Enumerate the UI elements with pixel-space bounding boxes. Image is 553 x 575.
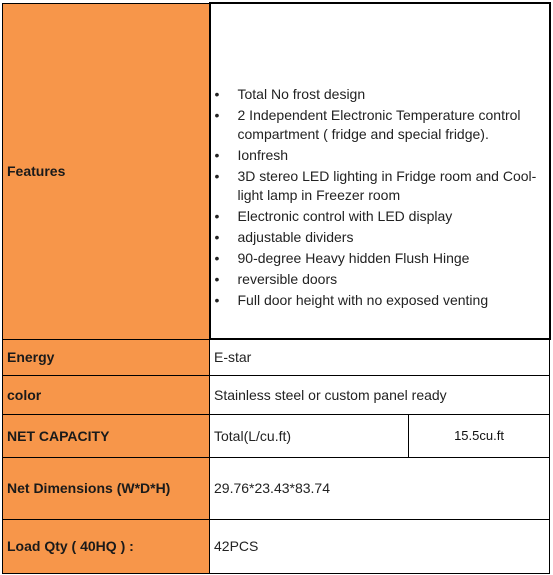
color-value: Stainless steel or custom panel ready [210, 375, 550, 414]
feature-item: • adjustable dividers [214, 228, 354, 245]
table-row-load-qty [3, 519, 550, 573]
energy-value: E-star [210, 339, 550, 375]
table-row-color [3, 375, 550, 414]
net-capacity-label: NET CAPACITY [3, 414, 210, 457]
features-list [211, 31, 549, 310]
bullet-icon: • [214, 106, 220, 123]
feature-item: • 2 Independent Electronic Temperature control compartment ( fridge and special fridge). [214, 106, 521, 142]
bullet-icon: • [214, 85, 220, 102]
features-label: Features [3, 3, 210, 339]
net-capacity-value: 15.5cu.ft [409, 414, 550, 457]
bullet-icon: • [214, 167, 220, 184]
net-dimensions-value: 29.76*23.43*83.74 [210, 457, 550, 519]
color-label: color [3, 375, 210, 414]
bullet-icon: • [214, 146, 220, 163]
feature-item: • 90-degree Heavy hidden Flush Hinge [214, 249, 470, 266]
feature-item: • Ionfresh [214, 146, 289, 163]
table-row-features [3, 3, 550, 339]
feature-item: • Full door height with no exposed venting [214, 291, 489, 308]
bullet-icon: • [214, 291, 220, 308]
load-qty-label: Load Qty ( 40HQ ) : [3, 519, 210, 573]
bullet-icon: • [214, 249, 220, 266]
feature-item: • 3D stereo LED lighting in Fridge room and Cool-light lamp in Freezer room [214, 167, 537, 203]
table-row-net-dimensions [3, 457, 550, 519]
feature-item: • Total No frost design [214, 85, 366, 102]
spec-table [2, 2, 551, 574]
table-row-energy [3, 339, 550, 375]
feature-item: • reversible doors [214, 270, 338, 287]
energy-label: Energy [3, 339, 210, 375]
features-cell [210, 3, 550, 339]
bullet-icon: • [214, 270, 220, 287]
bullet-icon: • [214, 207, 220, 224]
net-capacity-unit: Total(L/cu.ft) [210, 414, 409, 457]
load-qty-value: 42PCS [210, 519, 550, 573]
bullet-icon: • [214, 228, 220, 245]
net-dimensions-label: Net Dimensions (W*D*H) [3, 457, 210, 519]
feature-item: • Electronic control with LED display [214, 207, 453, 224]
table-row-net-capacity [3, 414, 550, 457]
